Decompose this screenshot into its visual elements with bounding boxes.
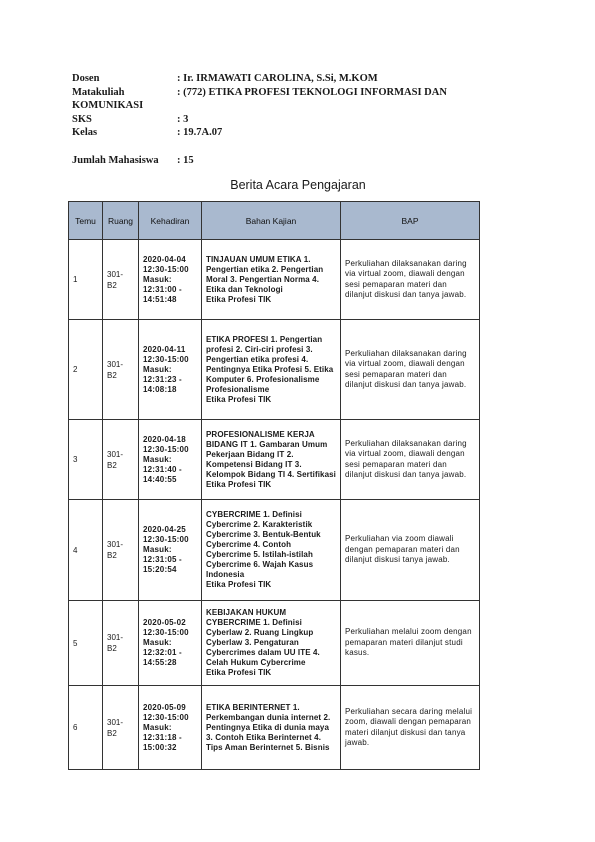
col-header-bap: BAP bbox=[341, 202, 480, 240]
temu-cell: 5 bbox=[69, 601, 103, 686]
matkul-wrap: KOMUNIKASI bbox=[72, 100, 144, 111]
sks-label: SKS bbox=[72, 113, 92, 125]
kehadiran-cell: 2020-05-02 12:30-15:00 Masuk: 12:32:01 - 14:55:28 bbox=[139, 601, 202, 686]
kehadiran-cell: 2020-04-11 12:30-15:00 Masuk: 12:31:23 - 14:08:18 bbox=[139, 320, 202, 420]
temu-cell: 2 bbox=[69, 320, 103, 420]
table-row bbox=[69, 240, 480, 320]
temu-cell: 1 bbox=[69, 240, 103, 320]
bap-cell: Perkuliahan dilaksanakan daring via virtual zoom, diawali dengan sesi pemaparan materi dan dilanjut diskusi dan tanya jawab. bbox=[341, 420, 480, 500]
table-row bbox=[69, 320, 480, 420]
ruang-cell: 301- B2 bbox=[103, 420, 139, 500]
table-body bbox=[69, 240, 480, 770]
table-row bbox=[69, 686, 480, 770]
ruang-cell: 301- B2 bbox=[103, 686, 139, 770]
col-header-bahan: Bahan Kajian bbox=[202, 202, 341, 240]
col-header-ruang: Ruang bbox=[103, 202, 139, 240]
bahan-kajian-cell: ETIKA BERINTERNET 1. Perkembangan dunia internet 2. Pentingnya Etika di dunia maya 3. Contoh Etika Berinternet 4. Tips Aman Berinternet 5. Bisnis bbox=[202, 686, 341, 770]
bap-cell: Perkuliahan secara daring melalui zoom, diawali dengan pemaparan materi dilanjut diskusi dan tanya jawab. bbox=[341, 686, 480, 770]
temu-cell: 3 bbox=[69, 420, 103, 500]
page-title: Berita Acara Pengajaran bbox=[230, 178, 366, 192]
table-row bbox=[69, 420, 480, 500]
matkul-row bbox=[72, 86, 532, 100]
ruang-cell: 301- B2 bbox=[103, 601, 139, 686]
col-header-kehadiran: Kehadiran bbox=[139, 202, 202, 240]
matkul-value: : (772) ETIKA PROFESI TEKNOLOGI INFORMASI DAN bbox=[177, 86, 447, 98]
kehadiran-cell: 2020-04-25 12:30-15:00 Masuk: 12:31:05 - 15:20:54 bbox=[139, 500, 202, 601]
dosen-row bbox=[72, 72, 532, 86]
kelas-value: : 19.7A.07 bbox=[177, 127, 223, 138]
table-row bbox=[69, 601, 480, 686]
bahan-kajian-cell: TINJAUAN UMUM ETIKA 1. Pengertian etika 2. Pengertian Moral 3. Pengertian Norma 4. Etika dan Teknologi Etika Profesi TIK bbox=[202, 240, 341, 320]
table-row bbox=[69, 500, 480, 601]
kehadiran-cell: 2020-05-09 12:30-15:00 Masuk: 12:31:18 - 15:00:32 bbox=[139, 686, 202, 770]
bap-cell: Perkuliahan melalui zoom dengan pemaparan materi dilanjut studi kasus. bbox=[341, 601, 480, 686]
kehadiran-cell: 2020-04-18 12:30-15:00 Masuk: 12:31:40 - 14:40:55 bbox=[139, 420, 202, 500]
ruang-cell: 301- B2 bbox=[103, 500, 139, 601]
sks-row bbox=[72, 113, 532, 127]
table-header-row bbox=[69, 202, 480, 240]
jumlah-row bbox=[72, 154, 532, 168]
jumlah-value: : 15 bbox=[177, 154, 194, 166]
bap-cell: Perkuliahan via zoom diawali dengan pemaparan materi dan dilanjut diskusi tanya jawab. bbox=[341, 500, 480, 601]
sks-value: : 3 bbox=[177, 113, 189, 125]
bahan-kajian-cell: CYBERCRIME 1. Definisi Cybercrime 2. Karakteristik Cybercrime 3. Bentuk-Bentuk Cybercrime 4. Contoh Cybercrime 5. Istilah-istilah Cybercrime 6. Wajah Kasus Indonesia Etika Profesi TIK bbox=[202, 500, 341, 601]
matkul-label: Matakuliah bbox=[72, 86, 125, 98]
kehadiran-cell: 2020-04-04 12:30-15:00 Masuk: 12:31:00 - 14:51:48 bbox=[139, 240, 202, 320]
kelas-label: Kelas bbox=[72, 127, 98, 138]
dosen-value: : Ir. IRMAWATI CAROLINA, S.Si, M.KOM bbox=[177, 73, 378, 84]
temu-cell: 4 bbox=[69, 500, 103, 601]
bap-cell: Perkuliahan dilaksanakan daring via virtual zoom, diawali dengan sesi pemaparan materi dan dilanjut diskusi dan tanya jawab. bbox=[341, 320, 480, 420]
ruang-cell: 301- B2 bbox=[103, 320, 139, 420]
bahan-kajian-cell: KEBIJAKAN HUKUM CYBERCRIME 1. Definisi Cyberlaw 2. Ruang Lingkup Cyberlaw 3. Pengaturan Cybercrimes dalam UU ITE 4. Celah Hukum Cybercrime Etika Profesi TIK bbox=[202, 601, 341, 686]
col-header-temu: Temu bbox=[69, 202, 103, 240]
bahan-kajian-cell: PROFESIONALISME KERJA BIDANG IT 1. Gambaran Umum Pekerjaan Bidang IT 2. Kompetensi Bidang IT 3. Kelompok Bidang TI 4. Sertifikasi Etika Profesi TIK bbox=[202, 420, 341, 500]
dosen-label: Dosen bbox=[72, 73, 100, 84]
ruang-cell: 301- B2 bbox=[103, 240, 139, 320]
bap-cell: Perkuliahan dilaksanakan daring via virtual zoom, diawali dengan sesi pemaparan materi dan dilanjut diskusi dan tanya jawab. bbox=[341, 240, 480, 320]
kelas-row bbox=[72, 126, 532, 140]
temu-cell: 6 bbox=[69, 686, 103, 770]
jumlah-label: Jumlah Mahasiswa bbox=[72, 154, 159, 166]
course-header bbox=[72, 72, 532, 167]
bahan-kajian-cell: ETIKA PROFESI 1. Pengertian profesi 2. Ciri-ciri profesi 3. Pengertian etika profesi 4. Pentingnya Etika Profesi 5. Etika Komputer 6. Profesionalisme Profesionalisme Etika Profesi TIK bbox=[202, 320, 341, 420]
bap-table bbox=[68, 201, 480, 770]
